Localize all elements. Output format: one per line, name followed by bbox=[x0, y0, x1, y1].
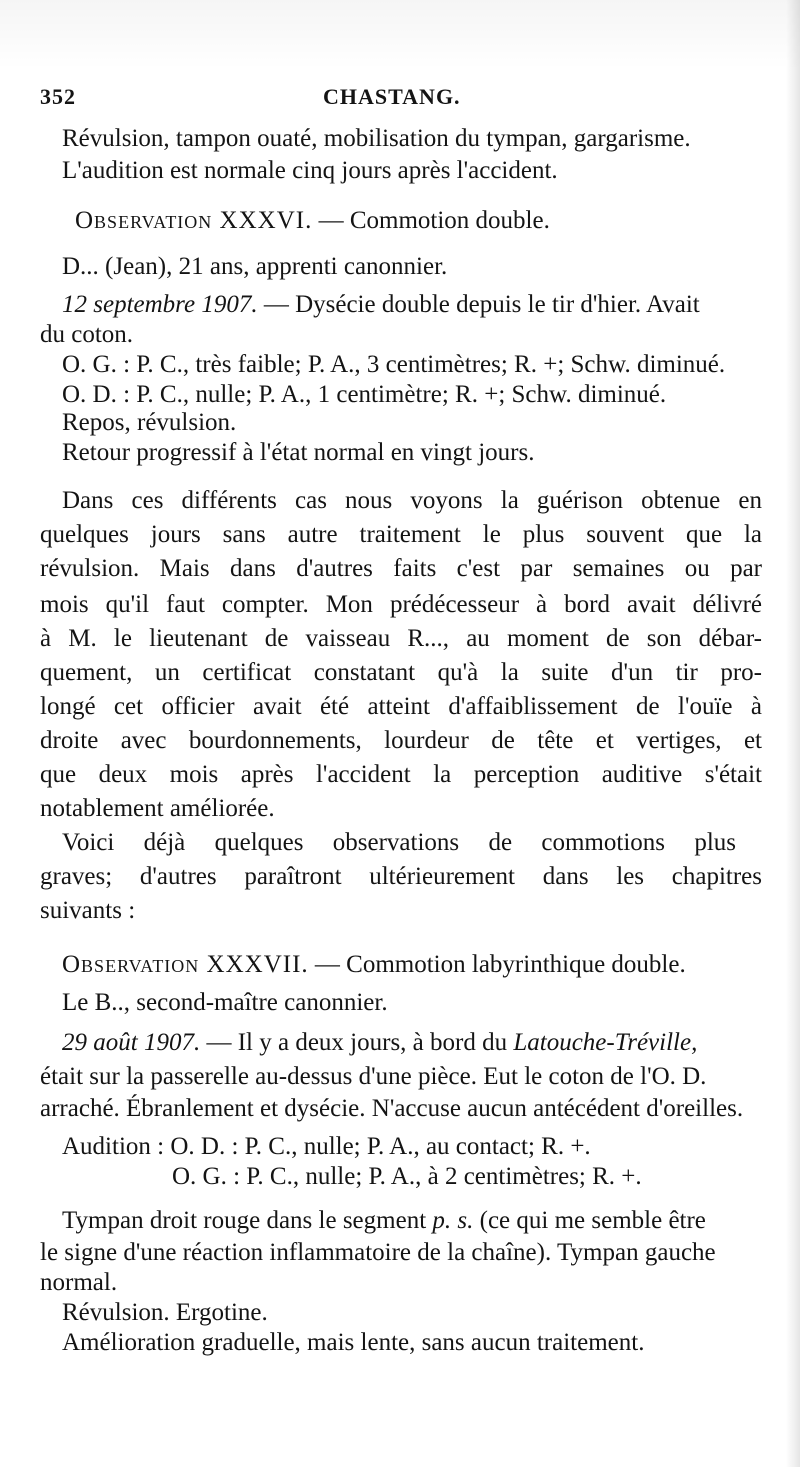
text-line: Révulsion, tampon ouaté, mobilisation du tympan, gargarisme. bbox=[62, 125, 691, 152]
text-line: normal. bbox=[40, 1269, 118, 1296]
paragraph-line: notablement améliorée. bbox=[40, 795, 275, 822]
text-span: Tympan droit rouge dans le segment bbox=[62, 1207, 427, 1234]
text-line bbox=[62, 290, 700, 320]
paragraph-line: quement, un certificat constatant qu'à la suite d'un tir pro- bbox=[40, 659, 762, 686]
text-line: L'audition est normale cinq jours après l'accident. bbox=[62, 157, 558, 184]
observation-36-heading bbox=[75, 206, 550, 236]
text-span: — Il y a deux jours, à bord du bbox=[206, 1029, 508, 1056]
text-line: Audition : O. D. : P. C., nulle; P. A., au contact; R. +. bbox=[62, 1133, 591, 1160]
text-line: du coton. bbox=[40, 321, 134, 348]
observation-title: — Commotion labyrinthique double. bbox=[314, 951, 686, 978]
text-line: était sur la passerelle au-dessus d'une pièce. Eut le coton de l'O. D. bbox=[40, 1063, 707, 1090]
text-line: le signe d'une réaction inflammatoire de la chaîne). Tympan gauche bbox=[40, 1239, 716, 1266]
paragraph-line: à M. le lieutenant de vaisseau R..., au moment de son débar- bbox=[40, 625, 762, 652]
observation-title: — Commotion double. bbox=[318, 207, 550, 234]
page-number: 352 bbox=[40, 84, 76, 109]
paragraph-line: droite avec bourdonnements, lourdeur de tête et vertiges, et bbox=[40, 727, 762, 754]
running-title: CHASTANG. bbox=[323, 84, 461, 109]
text-line: O. G. : P. C., très faible; P. A., 3 centimètres; R. +; Schw. diminué. bbox=[62, 351, 726, 378]
paragraph-line: graves; d'autres paraîtront ultérieurement dans les chapitres bbox=[40, 863, 762, 890]
page-edge-shading-right bbox=[786, 0, 800, 1467]
paragraph-line: révulsion. Mais dans d'autres faits c'est par semaines ou par bbox=[40, 555, 762, 582]
text-line bbox=[62, 1028, 762, 1058]
text-line: arraché. Ébranlement et dysécie. N'accuse aucun antécédent d'oreilles. bbox=[40, 1095, 744, 1122]
text-line: Repos, révulsion. bbox=[62, 409, 237, 436]
paragraph-line: suivants : bbox=[40, 897, 136, 924]
text-line: Amélioration graduelle, mais lente, sans aucun traitement. bbox=[62, 1329, 645, 1356]
text-line: O. D. : P. C., nulle; P. A., 1 centimètre; R. +; Schw. diminué. bbox=[62, 381, 667, 408]
text-span: — Dysécie double depuis le tir d'hier. Avait bbox=[263, 291, 700, 318]
date: 12 septembre 1907. bbox=[62, 291, 258, 318]
text-line: Le B.., second-maître canonnier. bbox=[62, 989, 388, 1016]
paragraph-line: que deux mois après l'accident la perception auditive s'était bbox=[40, 761, 762, 788]
text-line: D... (Jean), 21 ans, apprenti canonnier. bbox=[62, 253, 448, 280]
paragraph-line: Dans ces différents cas nous voyons la guérison obtenue en bbox=[62, 487, 762, 514]
text-line: Révulsion. Ergotine. bbox=[62, 1299, 268, 1326]
paragraph-line: Voici déjà quelques observations de commotions plus bbox=[62, 829, 736, 856]
observation-label: Observation XXXVII. bbox=[62, 951, 309, 978]
paragraph-line: mois qu'il faut compter. Mon prédécesseur à bord avait délivré bbox=[40, 591, 762, 618]
ship-name: Latouche-Tréville, bbox=[513, 1029, 698, 1056]
observation-label: Observation XXXVI. bbox=[75, 207, 313, 234]
text-line: Retour progressif à l'état normal en vingt jours. bbox=[62, 439, 535, 466]
date: 29 août 1907. bbox=[62, 1029, 201, 1056]
page-edge-shading-top bbox=[0, 0, 800, 70]
paragraph-line: quelques jours sans autre traitement le plus souvent que la bbox=[40, 521, 762, 548]
abbreviation: p. s. bbox=[432, 1207, 474, 1234]
paragraph-line: longé cet officier avait été atteint d'affaiblissement de l'ouïe à bbox=[40, 693, 762, 720]
text-span: (ce qui me semble être bbox=[479, 1207, 706, 1234]
text-line bbox=[62, 1206, 762, 1236]
text-line: O. G. : P. C., nulle; P. A., à 2 centimètres; R. +. bbox=[172, 1163, 642, 1190]
observation-37-heading bbox=[62, 950, 686, 980]
